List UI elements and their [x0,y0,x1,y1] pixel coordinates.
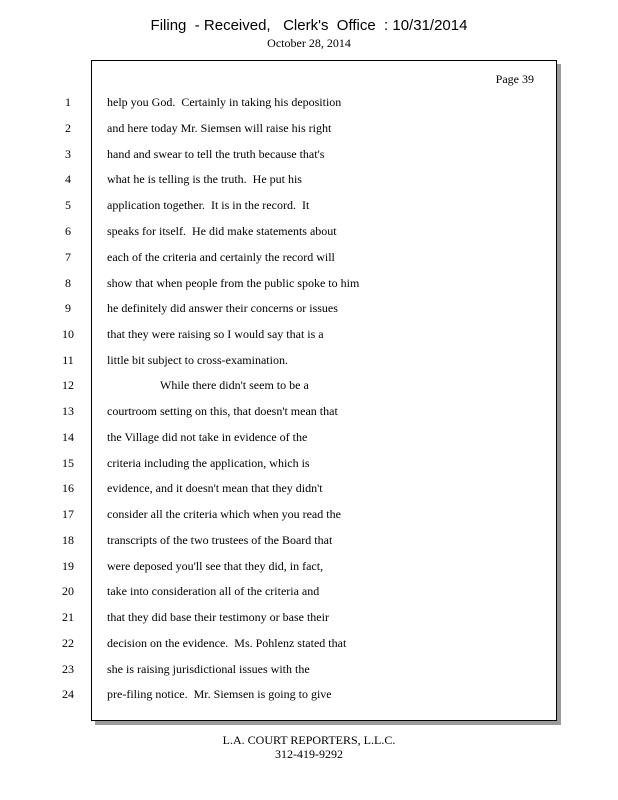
transcript-line-22: decision on the evidence. Ms. Pohlenz stated that [107,636,347,650]
line-number-24: 24 [62,687,74,701]
transcript-line-10: that they were raising so I would say that is a [107,327,324,341]
transcript-line-5: application together. It is in the record. It [107,198,310,212]
line-number-11: 11 [62,353,74,367]
transcript-line-4: what he is telling is the truth. He put his [107,172,302,186]
transcript-line-2: and here today Mr. Siemsen will raise his right [107,121,332,135]
court-reporter-phone: 312-419-9292 [275,747,343,761]
transcript-line-7: each of the criteria and certainly the record will [107,250,335,264]
line-number-7: 7 [65,250,71,264]
line-number-21: 21 [62,610,74,624]
transcript-line-21: that they did base their testimony or base their [107,610,329,624]
hearing-date: October 28, 2014 [267,36,351,50]
line-number-18: 18 [62,533,74,547]
line-number-12: 12 [62,378,74,392]
line-number-6: 6 [65,224,71,238]
transcript-line-19: were deposed you'll see that they did, in fact, [107,559,324,573]
line-number-16: 16 [62,481,74,495]
transcript-line-23: she is raising jurisdictional issues with the [107,662,310,676]
transcript-line-17: consider all the criteria which when you read the [107,507,341,521]
transcript-line-12: While there didn't seem to be a [160,378,309,392]
filing-stamp-header: Filing - Received, Clerk's Office : 10/31/2014 [150,17,468,34]
line-number-14: 14 [62,430,74,444]
line-number-2: 2 [65,121,71,135]
transcript-line-14: the Village did not take in evidence of the [107,430,308,444]
transcript-line-15: criteria including the application, which is [107,456,310,470]
line-number-1: 1 [65,95,71,109]
transcript-line-1: help you God. Certainly in taking his deposition [107,95,342,109]
transcript-line-11: little bit subject to cross-examination. [107,353,288,367]
transcript-line-6: speaks for itself. He did make statements about [107,224,337,238]
line-number-5: 5 [65,198,71,212]
line-number-23: 23 [62,662,74,676]
line-number-9: 9 [65,301,71,315]
line-number-22: 22 [62,636,74,650]
transcript-line-16: evidence, and it doesn't mean that they didn't [107,481,323,495]
line-number-15: 15 [62,456,74,470]
transcript-line-24: pre-filing notice. Mr. Siemsen is going to give [107,687,332,701]
transcript-line-8: show that when people from the public spoke to him [107,276,360,290]
transcript-line-18: transcripts of the two trustees of the Board that [107,533,333,547]
page-number: Page 39 [495,72,534,86]
transcript-line-9: he definitely did answer their concerns or issues [107,301,338,315]
court-reporter-name: L.A. COURT REPORTERS, L.L.C. [222,733,396,747]
line-number-13: 13 [62,404,74,418]
transcript-line-13: courtroom setting on this, that doesn't mean that [107,404,338,418]
line-number-4: 4 [65,172,71,186]
transcript-line-3: hand and swear to tell the truth because that's [107,147,325,161]
transcript-line-20: take into consideration all of the criteria and [107,584,320,598]
line-number-10: 10 [62,327,74,341]
line-number-17: 17 [62,507,74,521]
line-number-8: 8 [65,276,71,290]
line-number-20: 20 [62,584,74,598]
line-number-19: 19 [62,559,74,573]
line-number-3: 3 [65,147,71,161]
